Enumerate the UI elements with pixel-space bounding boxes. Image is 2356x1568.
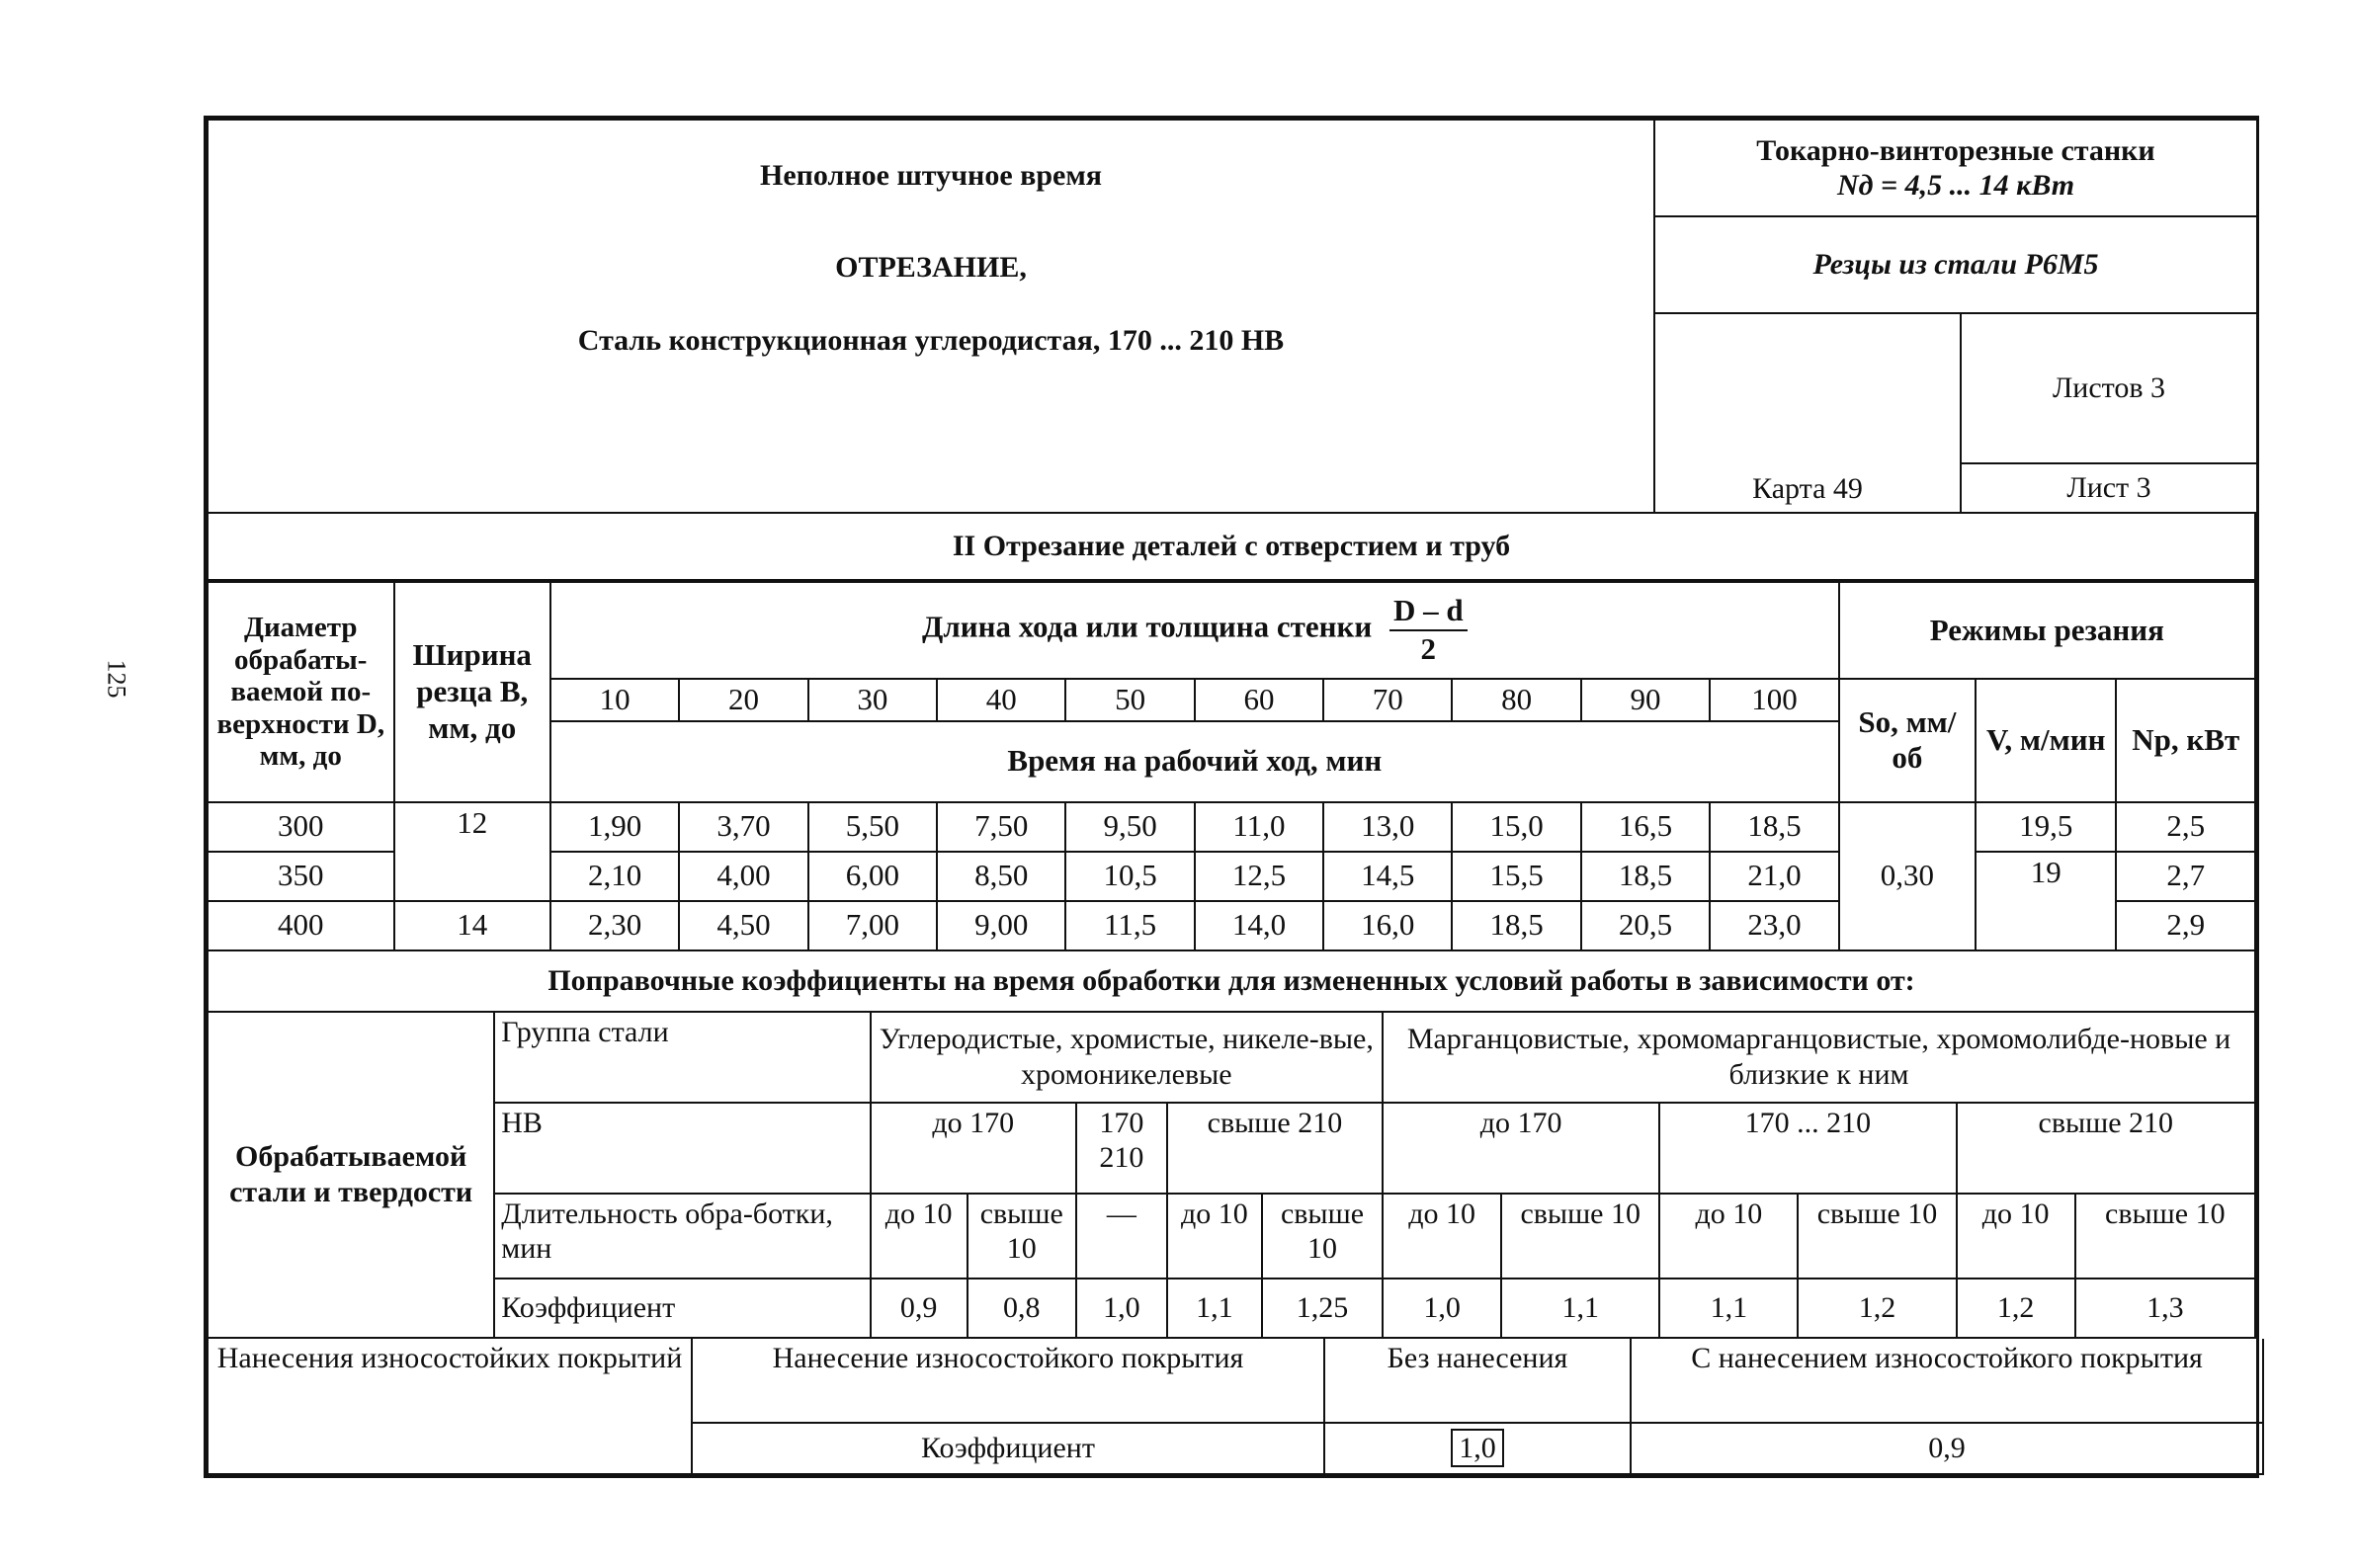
time-cell: 9,50 — [1065, 802, 1194, 852]
coef-value: 1,3 — [2075, 1279, 2255, 1338]
length-value: 100 — [1710, 679, 1838, 721]
np-value: 2,5 — [2116, 802, 2255, 852]
section-title: II Отрезание деталей с отверстием и труб — [208, 514, 2255, 580]
time-cell: 6,00 — [808, 852, 937, 901]
coef-value: 1,25 — [1262, 1279, 1383, 1338]
coef-label: Коэффициент — [494, 1279, 870, 1338]
length-fraction — [1389, 593, 1468, 667]
hb-value: свыше 210 — [1957, 1103, 2255, 1194]
diameter-value: 300 — [208, 802, 394, 852]
time-cell: 4,50 — [679, 901, 807, 950]
length-value: 70 — [1323, 679, 1452, 721]
time-cell: 7,50 — [937, 802, 1065, 852]
v-header: V, м/мин — [1976, 679, 2116, 802]
coating-coef-without-cell — [1324, 1423, 1631, 1474]
width-value: 12 — [394, 802, 550, 901]
time-cell: 14,5 — [1323, 852, 1452, 901]
time-cell: 12,5 — [1195, 852, 1323, 901]
duration-value: свыше 10 — [968, 1194, 1076, 1279]
time-cell: 20,5 — [1581, 901, 1710, 950]
section-title-table — [207, 514, 2256, 581]
v-value: 19,5 — [1976, 802, 2116, 852]
machine-line-2: Nд = 4,5 ... 14 кВт — [1836, 169, 2075, 202]
time-cell: 13,0 — [1323, 802, 1452, 852]
coef-value: 1,0 — [1076, 1279, 1167, 1338]
coating-without: Без нанесения — [1324, 1339, 1631, 1423]
group-1: Углеродистые, хромистые, никеле-вые, хромоникелевые — [871, 1013, 1383, 1103]
col-length-header — [550, 582, 1839, 679]
col-width-header: Ширина резца B, мм, до — [394, 582, 550, 802]
fraction-denominator: 2 — [1420, 631, 1437, 666]
length-value: 10 — [550, 679, 679, 721]
time-cell: 16,0 — [1323, 901, 1452, 950]
time-cell: 5,50 — [808, 802, 937, 852]
group-label: Группа стали — [494, 1013, 870, 1103]
time-cell: 3,70 — [679, 802, 807, 852]
hb-value: 170 ... 210 — [1659, 1103, 1956, 1194]
coef-value: 1,1 — [1167, 1279, 1262, 1338]
title-line-3: Сталь конструкционная углеродистая, 170 ... 210 НВ — [577, 323, 1285, 357]
page-number: 125 — [102, 659, 131, 699]
time-cell: 7,00 — [808, 901, 937, 950]
coef-value: 0,9 — [871, 1279, 968, 1338]
machine-cell — [1654, 120, 2257, 216]
duration-value: свыше 10 — [1798, 1194, 1956, 1279]
length-value: 90 — [1581, 679, 1710, 721]
machine-line-1: Токарно-винторезные станки — [1756, 133, 2155, 167]
fraction-numerator: D – d — [1389, 593, 1468, 631]
time-cell: 18,5 — [1581, 852, 1710, 901]
length-value: 80 — [1452, 679, 1580, 721]
width-value: 14 — [394, 901, 550, 950]
time-cell: 15,5 — [1452, 852, 1580, 901]
coef-value: 1,2 — [1798, 1279, 1956, 1338]
duration-value: до 10 — [1659, 1194, 1798, 1279]
duration-value: до 10 — [1957, 1194, 2075, 1279]
length-value: 30 — [808, 679, 937, 721]
coef-value: 1,2 — [1957, 1279, 2075, 1338]
coating-coef-label: Коэффициент — [692, 1423, 1324, 1474]
time-cell: 21,0 — [1710, 852, 1838, 901]
hb-value: до 170 — [871, 1103, 1076, 1194]
length-value: 50 — [1065, 679, 1194, 721]
time-label: Время на рабочий ход, мин — [550, 721, 1839, 802]
duration-value: — — [1076, 1194, 1167, 1279]
time-cell: 4,00 — [679, 852, 807, 901]
diameter-value: 400 — [208, 901, 394, 950]
np-value: 2,7 — [2116, 852, 2255, 901]
title-line-1: Неполное штучное время — [759, 159, 1103, 192]
sheets-cell: Листов 3 — [1961, 313, 2257, 463]
coating-table — [207, 1339, 2264, 1475]
so-value: 0,30 — [1839, 802, 1976, 950]
title-line-2: ОТРЕЗАНИЕ, — [835, 251, 1027, 285]
hb-label: НВ — [494, 1103, 870, 1194]
so-header: Sо, мм/об — [1839, 679, 1976, 802]
hb-value: до 170 — [1383, 1103, 1659, 1194]
time-cell: 2,30 — [550, 901, 679, 950]
duration-value: свыше 10 — [1501, 1194, 1659, 1279]
hb-value: 170 210 — [1076, 1103, 1167, 1194]
time-table — [207, 581, 2256, 951]
length-value: 20 — [679, 679, 807, 721]
coating-col-label: Нанесение износостойкого покрытия — [692, 1339, 1324, 1423]
length-label: Длина хода или толщина стенки — [922, 610, 1373, 645]
time-cell: 18,5 — [1452, 901, 1580, 950]
coef-value: 1,1 — [1659, 1279, 1798, 1338]
duration-value: до 10 — [1167, 1194, 1262, 1279]
v-value: 19 — [1976, 852, 2116, 950]
length-value: 40 — [937, 679, 1065, 721]
group-2: Марганцовистые, хромомарганцовистые, хромомолибде-новые и близкие к ним — [1383, 1013, 2255, 1103]
sheet-cell: Лист 3 — [1961, 463, 2257, 513]
coating-coef-without: 1,0 — [1451, 1429, 1504, 1467]
col-diameter-header: Диаметр обрабаты-ваемой по-верхности D, мм, до — [208, 582, 394, 802]
document-frame — [204, 116, 2259, 1478]
time-cell: 8,50 — [937, 852, 1065, 901]
time-cell: 2,10 — [550, 852, 679, 901]
coef-value: 0,8 — [968, 1279, 1076, 1338]
diameter-value: 350 — [208, 852, 394, 901]
duration-label: Длительность обра-ботки, мин — [494, 1194, 870, 1279]
time-cell: 18,5 — [1710, 802, 1838, 852]
coef-value: 1,1 — [1501, 1279, 1659, 1338]
card-cell: Карта 49 — [1654, 313, 1961, 513]
hb-value: свыше 210 — [1167, 1103, 1383, 1194]
time-cell: 23,0 — [1710, 901, 1838, 950]
time-cell: 11,0 — [1195, 802, 1323, 852]
header-title-block — [208, 120, 1654, 513]
time-cell: 1,90 — [550, 802, 679, 852]
duration-value: свыше 10 — [2075, 1194, 2255, 1279]
corrections-title: Поправочные коэффициенты на время обработки для измененных условий работы в зависимости от: — [208, 951, 2255, 1012]
duration-value: свыше 10 — [1262, 1194, 1383, 1279]
time-cell: 10,5 — [1065, 852, 1194, 901]
time-cell: 11,5 — [1065, 901, 1194, 950]
time-cell: 14,0 — [1195, 901, 1323, 950]
time-cell: 15,0 — [1452, 802, 1580, 852]
coating-coef-with: 0,9 — [1631, 1423, 2263, 1474]
corrections-title-table — [207, 951, 2256, 1013]
length-value: 60 — [1195, 679, 1323, 721]
time-cell: 16,5 — [1581, 802, 1710, 852]
duration-value: до 10 — [871, 1194, 968, 1279]
np-header: Nр, кВт — [2116, 679, 2255, 802]
modes-header: Режимы резания — [1839, 582, 2255, 679]
coating-with: С нанесением износостойкого покрытия — [1631, 1339, 2263, 1423]
tool-cell: Резцы из стали Р6М5 — [1654, 216, 2257, 313]
duration-value: до 10 — [1383, 1194, 1501, 1279]
corrections-table — [207, 1013, 2256, 1339]
coating-row-label: Нанесения износостойких покрытий — [208, 1339, 692, 1474]
coef-value: 1,0 — [1383, 1279, 1501, 1338]
header-table — [207, 119, 2258, 514]
np-value: 2,9 — [2116, 901, 2255, 950]
time-cell: 9,00 — [937, 901, 1065, 950]
corrections-row-label: Обрабатываемой стали и твердости — [208, 1013, 494, 1338]
